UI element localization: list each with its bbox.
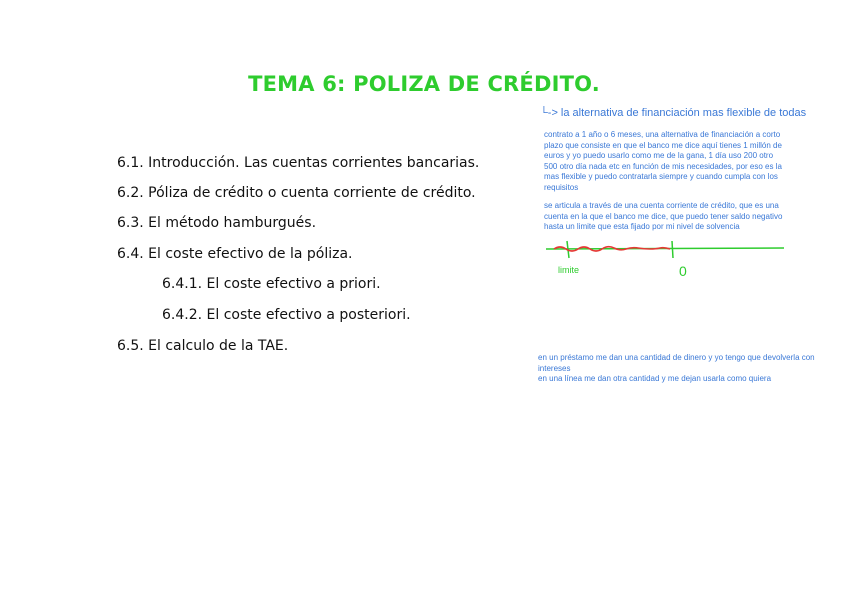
annotation-paragraph-3 — [538, 353, 815, 385]
toc-item-6-4: 6.4. El coste efectivo de la póliza. — [117, 246, 353, 262]
credit-limit-sketch — [540, 236, 790, 280]
annotation-line: 500 otro día nada etc en función de mis necesidades, por eso es la — [544, 161, 782, 171]
annotation-line: plazo que consiste en que el banco me dice aquí tienes 1 millón de — [544, 140, 782, 150]
zero-label: 0 — [679, 263, 687, 279]
annotation-flexible-note: └-> la alternativa de financiación mas flexible de todas — [540, 107, 807, 119]
limit-label: limite — [558, 265, 580, 275]
annotation-paragraph-1 — [544, 130, 782, 193]
annotation-line: en un préstamo me dan una cantidad de dinero y yo tengo que devolverla con — [538, 353, 815, 362]
annotation-line: en una línea me dan otra cantidad y me dejan usarla como quiera — [538, 374, 772, 383]
annotation-line: requisitos — [544, 182, 579, 192]
zero-tick — [672, 241, 673, 258]
annotation-paragraph-2 — [544, 201, 782, 233]
annotation-line: hasta un limite que esta fijado por mi nivel de solvencia — [544, 222, 740, 231]
annotation-line: intereses — [538, 363, 571, 373]
toc-item-6-2: 6.2. Póliza de crédito o cuenta corriente de crédito. — [117, 185, 476, 201]
page-title: TEMA 6: POLIZA DE CRÉDITO. — [248, 72, 600, 96]
annotation-line: mas flexible y puedo contratarla siempre y cuando cumpla con los — [544, 172, 778, 181]
toc-item-6-5: 6.5. El calculo de la TAE. — [117, 338, 289, 354]
toc-item-6-3: 6.3. El método hamburgués. — [117, 215, 317, 231]
annotation-line: cuenta en la que el banco me dice, que puedo tener saldo negativo — [544, 211, 783, 221]
annotation-line: contrato a 1 año o 6 meses, una alternativa de financiación a corto — [544, 130, 781, 139]
toc-item-6-4-1: 6.4.1. El coste efectivo a priori. — [162, 276, 381, 292]
annotation-line: se articula a través de una cuenta corriente de crédito, que es una — [544, 201, 779, 210]
toc-item-6-1: 6.1. Introducción. Las cuentas corrientes bancarias. — [117, 155, 480, 171]
toc-item-6-4-2: 6.4.2. El coste efectivo a posteriori. — [162, 307, 411, 323]
annotation-line: euros y yo puedo usarlo como me de la gana, 1 día uso 200 otro — [544, 151, 774, 160]
